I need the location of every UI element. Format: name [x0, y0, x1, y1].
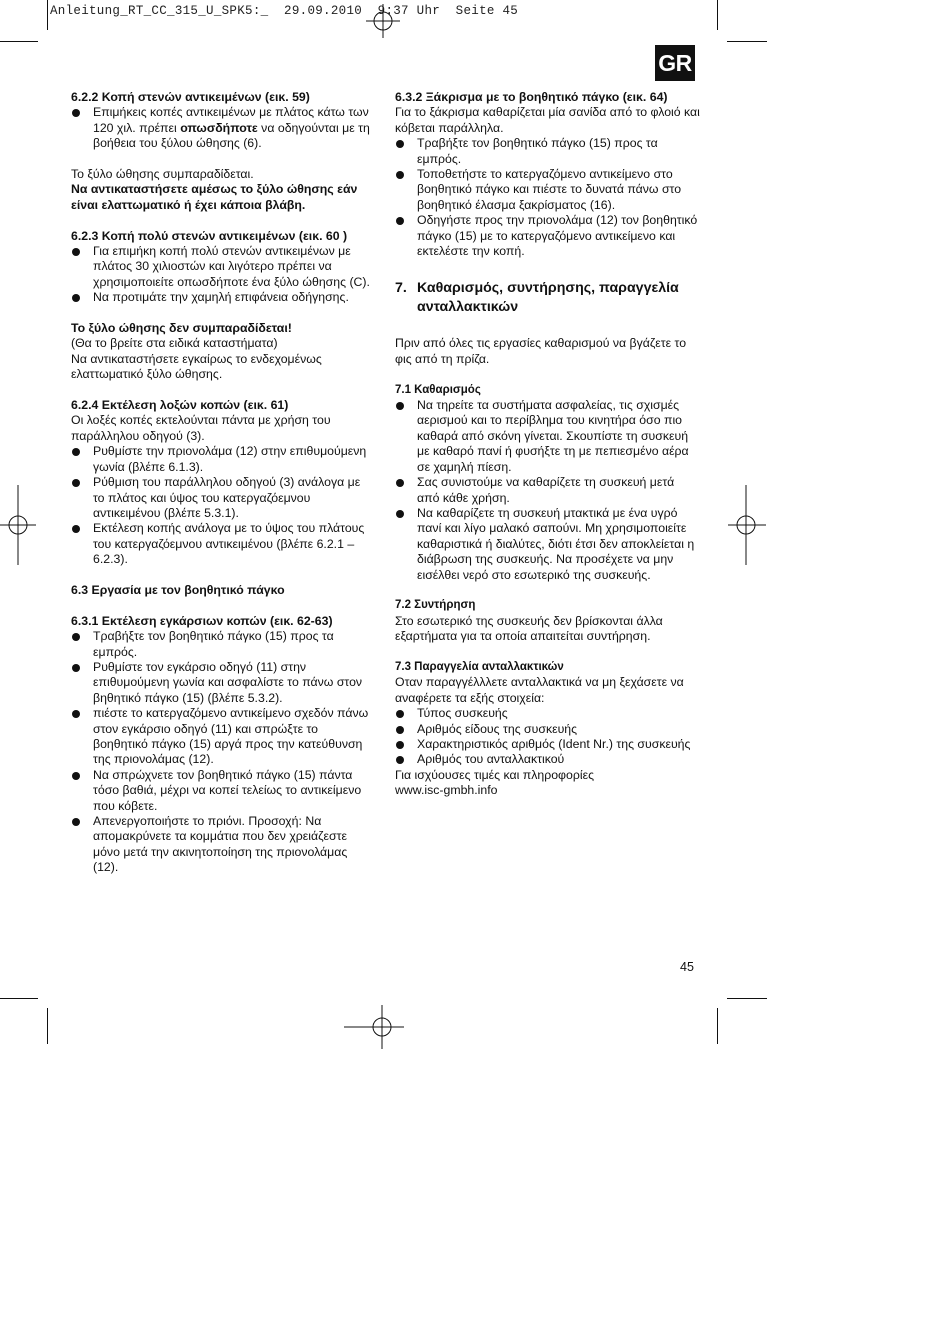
crop-mark-bottom-left-h	[0, 998, 38, 999]
paragraph: Πριν από όλες τις εργασίες καθαρισμού να βγάζετε το φις από τη πρίζα.	[395, 336, 687, 366]
bullet-icon	[396, 140, 404, 148]
list-item: Αριθμός είδους της συσκευής	[395, 722, 700, 737]
list-item: Επιμήκεις κοπές αντικειμένων με πλάτος κάτω των 120 χιλ. πρέπει οπωσδήποτε να οδηγούνται με τη βοήθεια του ξύλου ώθησης (6).	[71, 105, 371, 151]
paragraph: Να αντικαταστήσετε εγκαίρως το ενδεχομένως ελαττωματικό ξύλο ώθησης.	[71, 351, 322, 382]
bullet-list	[71, 244, 371, 306]
section-heading: 6.3.1 Εκτέλεση εγκάρσιων κοπών (εικ. 62-63)	[71, 613, 333, 628]
list-item: Εκτέλεση κοπής ανάλογα με το ύψος του πλάτους του κατεργαζόεμνου αντικειμένου (βλέπε 6.2.1 – 6.2.3).	[71, 521, 371, 567]
bullet-icon	[72, 448, 80, 456]
paragraph: Για το ξάκρισμα καθαρίζεται μία σανίδα από το φλοιό και κόβεται παράλληλα.	[395, 105, 700, 135]
registration-mark-top-icon	[366, 4, 400, 38]
bullet-list	[71, 105, 371, 151]
crop-mark-top-left-v	[47, 0, 48, 30]
bullet-icon	[72, 710, 80, 718]
bullet-icon	[396, 726, 404, 734]
list-item: πιέστε το κατεργαζόμενο αντικείμενο σχεδόν πάνω στον εγκάρσιο οδηγό (11) και σπρώξτε το βοηθητικό πάγκο (15) αργά προς την κατεύθυνση της πριονολάμας (12).	[71, 706, 371, 768]
section-heading: 7.3 Παραγγελία ανταλλακτικών	[395, 660, 564, 673]
list-item: Να καθαρίζετε τη συσκευή μτακτικά με ένα υγρό πανί και λίγο μαλακό σαπούνι. Μη χρησιμοποιείτε καθαριστικά ή διαλύτες, διότι έτσι δεν αποκλείεται η διάβρωση της συσκευής. Να προσέχετε να μην εισέλθει νερό στο εσωτερικό της συσκευής.	[395, 506, 700, 583]
bullet-icon	[396, 756, 404, 764]
crop-mark-bottom-right-h	[727, 998, 767, 999]
list-item: Αριθμός του ανταλλακτικού	[395, 752, 700, 767]
bullet-icon	[396, 741, 404, 749]
list-item: Ρυθμίστε τον εγκάρσιο οδηγό (11) στην επιθυμούμενη γωνία και ασφαλίστε το πάνω στον βηθητικό πάγκο (15) (βλέπε 5.3.2).	[71, 660, 371, 706]
chapter-heading	[395, 279, 700, 316]
crop-mark-bottom-left-v	[47, 1008, 48, 1044]
bullet-list	[395, 706, 700, 768]
paragraph: Οταν παραγγέλλλετε ανταλλακτικά να μη ξεχάσετε να αναφέρετε τα εξής στοιχεία:	[395, 675, 684, 705]
crop-mark-top-left-h	[0, 41, 38, 42]
bullet-icon	[72, 248, 80, 256]
list-item: Για επιμήκη κοπή πολύ στενών αντικειμένων με πλάτος 30 χιλιοστών και λιγότερο πρέπει να χρησιμοποιείτε οπωσδήποτε ένα ξύλο ώθησης (C).	[71, 244, 371, 290]
bullet-icon	[396, 479, 404, 487]
section-heading: 6.2.3 Κοπή πολύ στενών αντικειμένων (εικ. 60 )	[71, 228, 348, 243]
paragraph: Το ξύλο ώθησης συμπαραδίδεται.	[71, 167, 254, 182]
bullet-icon	[396, 402, 404, 410]
bullet-list	[395, 136, 700, 259]
language-badge: GR	[655, 45, 695, 81]
warning-paragraph: Το ξύλο ώθησης δεν συμπαραδίδεται!	[71, 321, 292, 336]
list-item: Να προτιμάτε την χαμηλή επιφάνεια οδήγησης.	[71, 290, 371, 305]
paragraph: (Θα το βρείτε στα ειδικά καταστήματα)	[71, 336, 278, 351]
print-slug: Anleitung_RT_CC_315_U_SPK5:_ 29.09.2010 9:37 Uhr Seite 45	[50, 4, 519, 18]
bullet-icon	[396, 710, 404, 718]
bullet-icon	[72, 525, 80, 533]
section-heading: 6.3.2 Ξάκρισμα με το βοηθητικό πάγκο (εικ. 64)	[395, 90, 668, 104]
website-link[interactable]: www.isc-gmbh.info	[395, 783, 498, 798]
list-item: Να σπρώχνετε τον βοηθητικό πάγκο (15) πάντα τόσο βαθιά, μέχρι να κοπεί τελείως το αντικείμενο που κόβετε.	[71, 768, 371, 814]
list-item: Οδηγήστε προς την πριονολάμα (12) τον βοηθητικό πάγκο (15) με το κατεργαζόμενο αντικείμενο και εκτελέστε την κοπή.	[395, 213, 700, 259]
crop-mark-top-right-h	[727, 41, 767, 42]
bullet-icon	[72, 294, 80, 302]
list-item: Σας συνιστούμε να καθαρίζετε τη συσκευή μετά από κάθε χρήση.	[395, 475, 700, 506]
registration-mark-bottom-icon	[344, 1005, 404, 1049]
paragraph: Για ισχύουσες τιμές και πληροφορίες	[395, 767, 594, 782]
bullet-icon	[396, 217, 404, 225]
section-heading: 6.2.2 Κοπή στενών αντικειμένων (εικ. 59)	[71, 90, 310, 104]
bullet-icon	[72, 633, 80, 641]
crop-mark-top-right-v	[717, 0, 718, 30]
list-item: Τύπος συσκευής	[395, 706, 700, 721]
bullet-icon	[72, 772, 80, 780]
section-heading: 7.1 Καθαρισμός	[395, 383, 481, 396]
registration-mark-left-icon	[0, 485, 36, 565]
bullet-icon	[72, 664, 80, 672]
section-heading: 6.2.4 Εκτέλεση λοξών κοπών (εικ. 61)	[71, 398, 289, 413]
list-item: Να τηρείτε τα συστήματα ασφαλείας, τις σχισμές αερισμού και το περίβλημα του κινητήρα όσο πιο καθαρά από σκόνη γίνεται. Σκουπίστε τη συσκευή με καθαρό πανί ή φυσήξτε τη με πεπιεσμένο αέρα σε χαμηλή πίεση.	[395, 398, 700, 475]
chapter-title: Καθαρισμός, συντήρησης, παραγγελία ανταλλακτικών	[417, 280, 679, 315]
section-heading: 7.2 Συντήρηση	[395, 599, 476, 612]
paragraph: Οι λοξές κοπές εκτελούνται πάντα με χρήση του παράλληλου οδηγού (3).	[71, 413, 331, 443]
list-item: Τοποθετήστε το κατεργαζόμενο αντικείμενο στο βοηθητικό πάγκο και πιέστε το δυνατά πάνω στο βοηθητικό έλασμα ξακρίσματος (16).	[395, 167, 700, 213]
registration-mark-right-icon	[728, 485, 766, 565]
bullet-icon	[396, 171, 404, 179]
right-column	[395, 90, 700, 799]
list-item: Χαρακτηριστικός αριθμός (Ident Nr.) της συσκευής	[395, 737, 700, 752]
list-item: Ρύθμιση του παράλληλου οδηγού (3) ανάλογα με το πλάτος και ύψος του κατεργαζόεμνου αντικειμένου (βλέπε 5.3.1).	[71, 475, 371, 521]
section-heading: 6.3 Εργασία με τον βοηθητικό πάγκο	[71, 582, 285, 597]
bullet-icon	[396, 510, 404, 518]
bullet-list	[395, 398, 700, 583]
warning-paragraph: Να αντικαταστήσετε αμέσως το ξύλο ώθησης εάν είναι ελαττωματικό ή έχει κάποια βλάβη.	[71, 182, 358, 212]
list-item: Τραβήξτε τον βοηθητικό πάγκο (15) προς τα εμπρός.	[71, 629, 371, 660]
bullet-icon	[72, 479, 80, 487]
bullet-icon	[72, 109, 80, 117]
bullet-icon	[72, 818, 80, 826]
bullet-list	[71, 444, 371, 567]
chapter-number: 7.	[395, 280, 407, 297]
page-number: 45	[680, 960, 694, 974]
crop-mark-bottom-right-v	[717, 1008, 718, 1044]
left-column	[71, 90, 371, 876]
bullet-list	[71, 629, 371, 876]
paragraph: Στο εσωτερικό της συσκευής δεν βρίσκονται άλλα εξαρτήματα για τα οποία απαιτείται συντήρηση.	[395, 613, 663, 644]
list-item: Τραβήξτε τον βοηθητικό πάγκο (15) προς τα εμπρός.	[395, 136, 700, 167]
list-item: Απενεργοποιήστε το πριόνι. Προσοχή: Να απομακρύνετε τα κομμάτια που δεν χρειάζεστε μόνο μετά την ακινητοποίηση της πριονολάμας (12).	[71, 814, 371, 876]
list-item: Ρυθμίστε την πριονολάμα (12) στην επιθυμούμενη γωνία (βλέπε 6.1.3).	[71, 444, 371, 475]
